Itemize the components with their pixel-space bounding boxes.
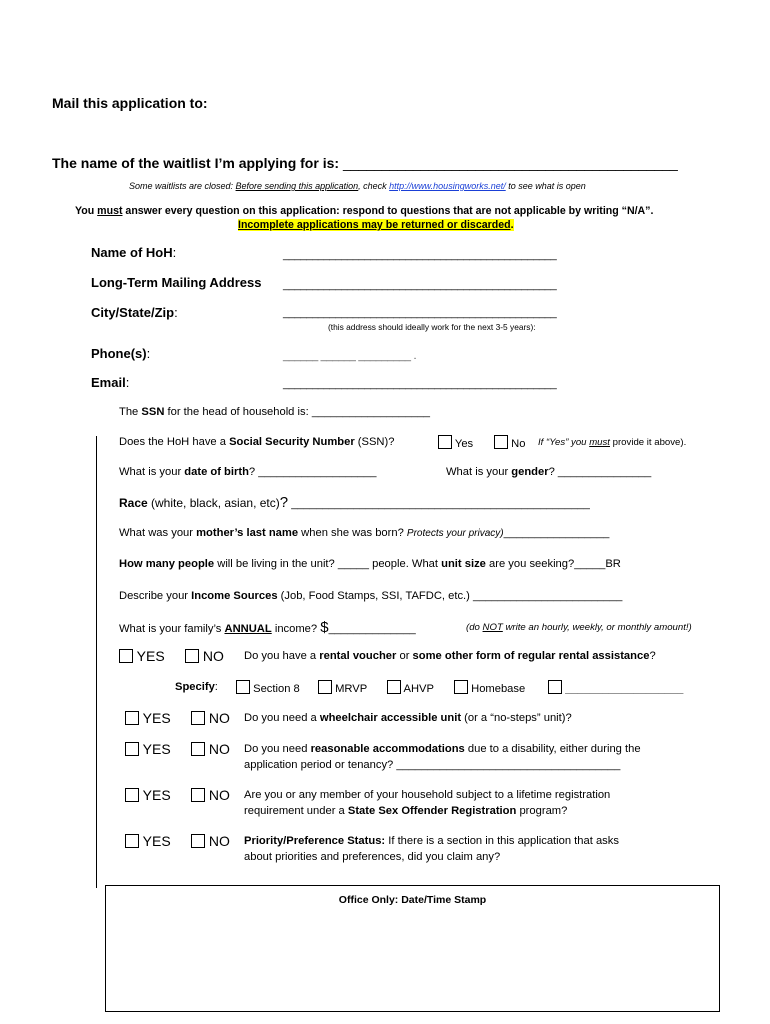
income-bold: Income Sources [191,590,278,602]
homebase-checkbox[interactable] [454,680,468,694]
mother-question[interactable] [119,527,609,539]
priority-no-label: NO [208,833,230,849]
other-option[interactable] [548,680,683,695]
race-question[interactable] [119,494,590,511]
ssn-post: for the head of household is: [164,406,312,418]
instr-rest: answer every question on this application: respond to questions that are not applicable by writing “N/A”. [122,205,654,217]
phone-label [91,346,150,361]
address-note: (this address should ideally work for the next 3-5 years): [328,322,536,332]
waitlist-label-text: The name of the waitlist I’m applying for is: [52,155,340,171]
phone-label-text: Phone(s) [91,346,147,361]
voucher-no-label: NO [202,648,224,664]
ssn-q-post: (SSN)? [354,436,395,448]
ssn-note-post: provide it above). [609,437,687,448]
ssn-note [538,437,686,448]
accom-question-line2[interactable]: application period or tenancy? ____________________________________ [244,759,621,771]
wheel-pre: Do you need a [244,712,320,724]
email-label-text: Email [91,375,126,390]
annual-note-pre: (do [466,622,483,633]
race-paren: (white, black, asian, etc) [147,496,280,510]
waitlist-note [129,181,586,191]
wheelchair-no-checkbox[interactable] [191,711,205,725]
voucher-no-option[interactable] [185,648,224,664]
race-line: ________________________________________________ [288,498,590,510]
note-suffix: to see what is open [505,181,586,191]
note-underlined: Before sending this application [235,181,359,191]
address-label [91,275,261,290]
specify-colon: : [214,681,218,693]
priority-bold: Priority/Preference Status: [244,835,386,847]
address-label-text: Long-Term Mailing Address [91,275,262,290]
accom-bold: reasonable accommodations [310,743,465,755]
ssn-yes-checkbox[interactable] [438,435,452,449]
address-field[interactable]: _______________________________________________ [283,279,557,291]
other-checkbox[interactable] [548,680,562,694]
annual-line: ______________ [328,623,416,635]
homebase-label: Homebase [471,683,526,695]
city-colon: : [174,305,178,320]
hoh-colon: : [172,245,177,260]
offender-bold: State Sex Offender Registration [347,805,517,817]
instr-must: must [97,205,123,217]
incomplete-warning [238,219,514,231]
office-stamp-box [105,885,720,1012]
section8-option[interactable] [236,680,300,695]
ssn-row [119,406,430,418]
ahvp-checkbox[interactable] [387,680,401,694]
unit-bold: unit size [441,558,486,570]
accom-yes-checkbox[interactable] [125,742,139,756]
offender-question-line1: Are you or any member of your household subject to a lifetime registration [244,789,611,801]
dob-pre: What is your [119,466,185,478]
voucher-question [244,650,656,662]
housingworks-link[interactable]: http://www.housingworks.net/ [389,181,506,191]
ssn-no-option[interactable] [494,435,525,450]
wheelchair-yes-option[interactable] [125,710,171,726]
instructions [75,205,653,217]
priority-yes-label: YES [142,833,171,849]
people-question[interactable] [119,558,621,570]
unit-post: are you seeking?_____BR [485,558,621,570]
accom-post: due to a disability, either during the [464,743,641,755]
accom-no-option[interactable] [191,741,230,757]
mail-to-heading: Mail this application to: [52,95,208,111]
dob-post: ? ___________________ [248,466,377,478]
ssn-q-bold: Social Security Number [229,436,355,448]
note-prefix: Some waitlists are closed: [129,181,236,191]
accom-yes-label: YES [142,741,171,757]
city-label-text: City/State/Zip [91,305,175,320]
phone-colon: : [146,346,151,361]
ssn-pre: The [119,406,142,418]
ssn-bold: SSN [141,406,165,418]
gender-pre: What is your [446,466,512,478]
voucher-pre: Do you have a [244,650,320,662]
gender-post: ? _______________ [548,466,652,478]
ssn-field[interactable]: ___________________ [311,406,431,418]
wheel-bold: wheelchair accessible unit [319,712,462,724]
people-mid: will be living in the unit? _____ people. What [214,558,442,570]
mother-bold: mother’s last name [196,527,299,539]
ssn-yes-option[interactable] [438,435,473,450]
ssn-no-checkbox[interactable] [494,435,508,449]
offender-yes-checkbox[interactable] [125,788,139,802]
accom-pre: Do you need [244,743,311,755]
section8-checkbox[interactable] [236,680,250,694]
voucher-yes-label: YES [136,648,165,664]
income-pre: Describe your [119,590,192,602]
race-q: ? [279,494,289,511]
accom-no-checkbox[interactable] [191,742,205,756]
wheel-post: (or a “no-steps” unit)? [461,712,572,724]
voucher-b1: rental voucher [319,650,397,662]
ssn-no-label: No [511,438,526,450]
priority-no-option[interactable] [191,833,230,849]
priority-question-line2: about priorities and preferences, did you claim any? [244,851,501,863]
priority-post: If there is a section in this application that asks [385,835,619,847]
priority-yes-checkbox[interactable] [125,834,139,848]
waitlist-label [52,155,678,171]
voucher-yes-option[interactable] [119,648,165,664]
priority-no-checkbox[interactable] [191,834,205,848]
wheelchair-yes-checkbox[interactable] [125,711,139,725]
priority-yes-option[interactable] [125,833,171,849]
ssn-q-pre: Does the HoH have a [119,436,230,448]
ahvp-option[interactable] [387,680,434,695]
mrvp-label: MRVP [335,683,368,695]
offender-no-option[interactable] [191,787,230,803]
hoh-label-text: Name of HoH [91,245,173,260]
waitlist-input-line[interactable]: ___________________________________________ [342,155,678,171]
mother-pre: What was your [119,527,197,539]
gender-question[interactable] [446,466,651,478]
income-question[interactable] [119,590,622,602]
wheelchair-no-option[interactable] [191,710,230,726]
hoh-name-label [91,245,176,260]
annual-post: income? [271,623,321,635]
annual-note [466,622,692,633]
gender-bold: gender [511,466,549,478]
wheelchair-question [244,712,572,724]
wheelchair-no-label: NO [208,710,230,726]
hoh-name-field[interactable]: _______________________________________________ [283,249,557,261]
note-mid: , check [358,181,390,191]
wheelchair-yes-label: YES [142,710,171,726]
ssn-question [119,436,394,448]
race-bold: Race [119,496,148,510]
mrvp-option[interactable] [318,680,367,695]
dob-question[interactable] [119,466,376,478]
ssn-note-pre: If “Yes” you [538,437,590,448]
annual-bold: ANNUAL [224,623,272,635]
email-field[interactable]: _______________________________________________ [283,378,557,390]
other-line[interactable]: ___________________ [565,683,684,695]
annual-pre: What is your family’s [119,623,225,635]
offender-post: program? [516,805,568,817]
income-post: (Job, Food Stamps, SSI, TAFDC, etc.) ________________________ [277,590,623,602]
specify-label [175,681,218,693]
mother-post: when she was born? [298,527,407,539]
offender-yes-label: YES [142,787,171,803]
offender-yes-option[interactable] [125,787,171,803]
voucher-no-checkbox[interactable] [185,649,199,663]
city-field[interactable]: _______________________________________________ [283,307,557,319]
mrvp-checkbox[interactable] [318,680,332,694]
left-margin-rule [96,436,97,888]
specify-text: Specify [175,681,215,693]
offender-question-line2 [244,805,567,817]
mother-italic: Protects your privacy) [406,528,504,539]
priority-question-line1 [244,835,619,847]
ahvp-label: AHVP [403,683,434,695]
offender-no-label: NO [208,787,230,803]
incomplete-text: Incomplete applications may be returned or discarded [238,219,511,231]
voucher-b2: some other form of regular rental assistance [412,650,650,662]
homebase-option[interactable] [454,680,525,695]
annual-note-not: NOT [482,622,503,633]
city-label [91,305,178,320]
mother-line: _________________ [503,527,610,539]
section8-label: Section 8 [253,683,300,695]
instr-you: You [75,205,98,217]
offender-no-checkbox[interactable] [191,788,205,802]
annual-income-question[interactable] [119,619,416,636]
ssn-yes-label: Yes [454,438,474,450]
email-colon: : [125,375,130,390]
offender-pre: requirement under a [244,805,348,817]
incomplete-period: . [510,219,514,231]
dob-bold: date of birth [184,466,249,478]
accom-yes-option[interactable] [125,741,171,757]
annual-note-post: write an hourly, weekly, or monthly amount!) [502,622,692,633]
accom-question [244,743,641,755]
voucher-yes-checkbox[interactable] [119,649,133,663]
people-bold: How many people [119,558,215,570]
dollar-sign: $ [320,619,329,636]
voucher-post: ? [649,650,656,662]
phone-field[interactable]: ______ ______ _________ . [283,350,417,362]
accom-no-label: NO [208,741,230,757]
email-label [91,375,129,390]
office-stamp-title: Office Only: Date/Time Stamp [338,894,487,906]
voucher-mid: or [396,650,413,662]
ssn-note-must: must [589,437,610,448]
